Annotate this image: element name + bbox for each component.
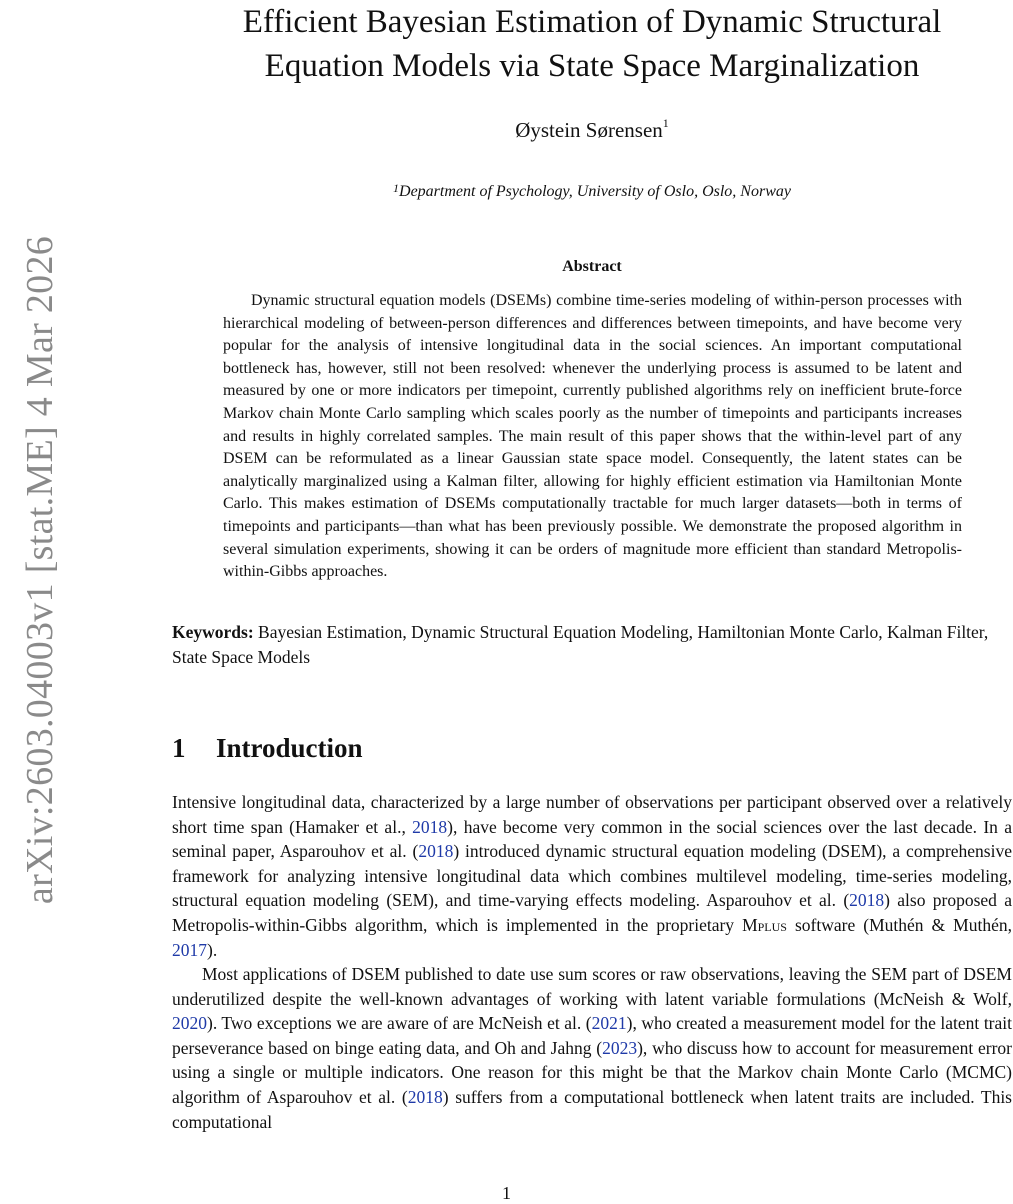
keywords: [172, 620, 1012, 670]
citation-link[interactable]: 2018: [407, 1086, 443, 1107]
section-heading: [172, 733, 363, 764]
section-number: 1: [172, 733, 186, 763]
keywords-label: Keywords:: [172, 622, 254, 642]
paragraph-text: software (Muthén & Muthén,: [786, 914, 1012, 935]
paragraph-text: ), who created a measurement model for the latent trait perseverance based on binge eating data, and Oh and Jahng (: [172, 1013, 1013, 1058]
arxiv-sidebar: [0, 0, 60, 1200]
section-title: Introduction: [216, 733, 363, 763]
title-line-2: Equation Models via State Space Marginalization: [264, 48, 920, 84]
author-affiliation-mark: 1: [662, 116, 669, 130]
paragraph-text: ) suffers from a computational bottleneck when latent traits are included. This computational: [172, 1086, 1012, 1132]
author: [192, 118, 992, 143]
paragraph-text: ), who discuss how to account for measurement error using a single or multiple indicators. One reason for this might be that the Markov chain Monte Carlo (MCMC) algorithm of Asparouhov et al. (: [172, 1037, 1013, 1107]
citation-link[interactable]: 2020: [172, 1013, 207, 1034]
keywords-text: Bayesian Estimation, Dynamic Structural Equation Modeling, Hamiltonian Monte Carlo, Kalman Filter, State Space Models: [172, 622, 989, 667]
paragraph-text: ).: [207, 939, 218, 960]
title-line-1: Efficient Bayesian Estimation of Dynamic Structural: [242, 4, 942, 40]
citation-link[interactable]: 2017: [172, 939, 207, 960]
paragraph-text: ), have become very common in the social sciences over the last decade. In a seminal paper, Asparouhov et al. (: [172, 816, 1012, 862]
citation-link[interactable]: 2018: [849, 890, 885, 911]
intro-paragraph-1: [172, 790, 1012, 962]
arxiv-identifier: arXiv:2603.04003v1 [stat.ME] 4 Mar 2026: [19, 235, 61, 905]
affiliation: [192, 183, 992, 201]
paragraph-text: ). Two exceptions we are aware of are McNeish et al. (: [207, 1013, 592, 1034]
abstract-heading: Abstract: [562, 258, 622, 275]
paragraph-text: ) also proposed a Metropolis-within-Gibbs algorithm, which is implemented in the proprietary: [172, 890, 1012, 935]
affiliation-text: Department of Psychology, University of Oslo, Oslo, Norway: [399, 183, 791, 200]
paragraph-text: ) introduced dynamic structural equation modeling (DSEM), a comprehensive framework for analyzing intensive longitudinal data which combines multilevel modeling, time-series modeling, structural equation modeling (SEM), and time-varying effects modeling. Asparouhov et al. (: [172, 841, 1012, 911]
citation-link[interactable]: 2023: [602, 1037, 638, 1058]
paragraph-text: Intensive longitudinal data, characterized by a large number of observations per participant observed over a relatively short time span (Hamaker et al.,: [172, 792, 1012, 837]
author-name: Øystein Sørensen: [515, 118, 663, 142]
citation-link[interactable]: 2021: [591, 1013, 627, 1034]
affiliation-mark: 1: [393, 181, 400, 195]
citation-link[interactable]: 2018: [418, 841, 454, 862]
software-name: Mplus: [742, 914, 787, 935]
citation-link[interactable]: 2018: [412, 816, 448, 837]
intro-paragraph-2: [172, 962, 1012, 1134]
page-number: 1: [502, 1183, 511, 1203]
abstract-body: Dynamic structural equation models (DSEMs) combine time-series modeling of within-person processes with hierarchical modeling of between-person differences and differences between timepoints, and have become very popular for the analysis of intensive longitudinal data in the social sciences. An important computational bottleneck has, however, still not been resolved: whenever the underlying process is assumed to be latent and measured by one or more indicators per timepoint, currently published algorithms rely on inefficient brute-force Markov chain Monte Carlo sampling which scales poorly as the number of timepoints and participants increases and results in highly correlated samples. The main result of this paper shows that the within-level part of any DSEM can be reformulated as a linear Gaussian state space model. Consequently, the latent states can be analytically marginalized using a Kalman filter, allowing for highly efficient estimation via Hamiltonian Monte Carlo. This makes estimation of DSEMs computationally tractable for much larger datasets—both in terms of timepoints and participants—than what has been previously possible. We demonstrate the proposed algorithm in several simulation experiments, showing it can be orders of magnitude more efficient than standard Metropolis-within-Gibbs approaches.: [223, 292, 962, 581]
paragraph-text: Most applications of DSEM published to date use sum scores or raw observations, leaving the SEM part of DSEM underutilized despite the well-known advantages of working with latent variable formulations (McNeish & Wolf,: [172, 964, 1012, 1009]
paper-title: [192, 0, 992, 88]
